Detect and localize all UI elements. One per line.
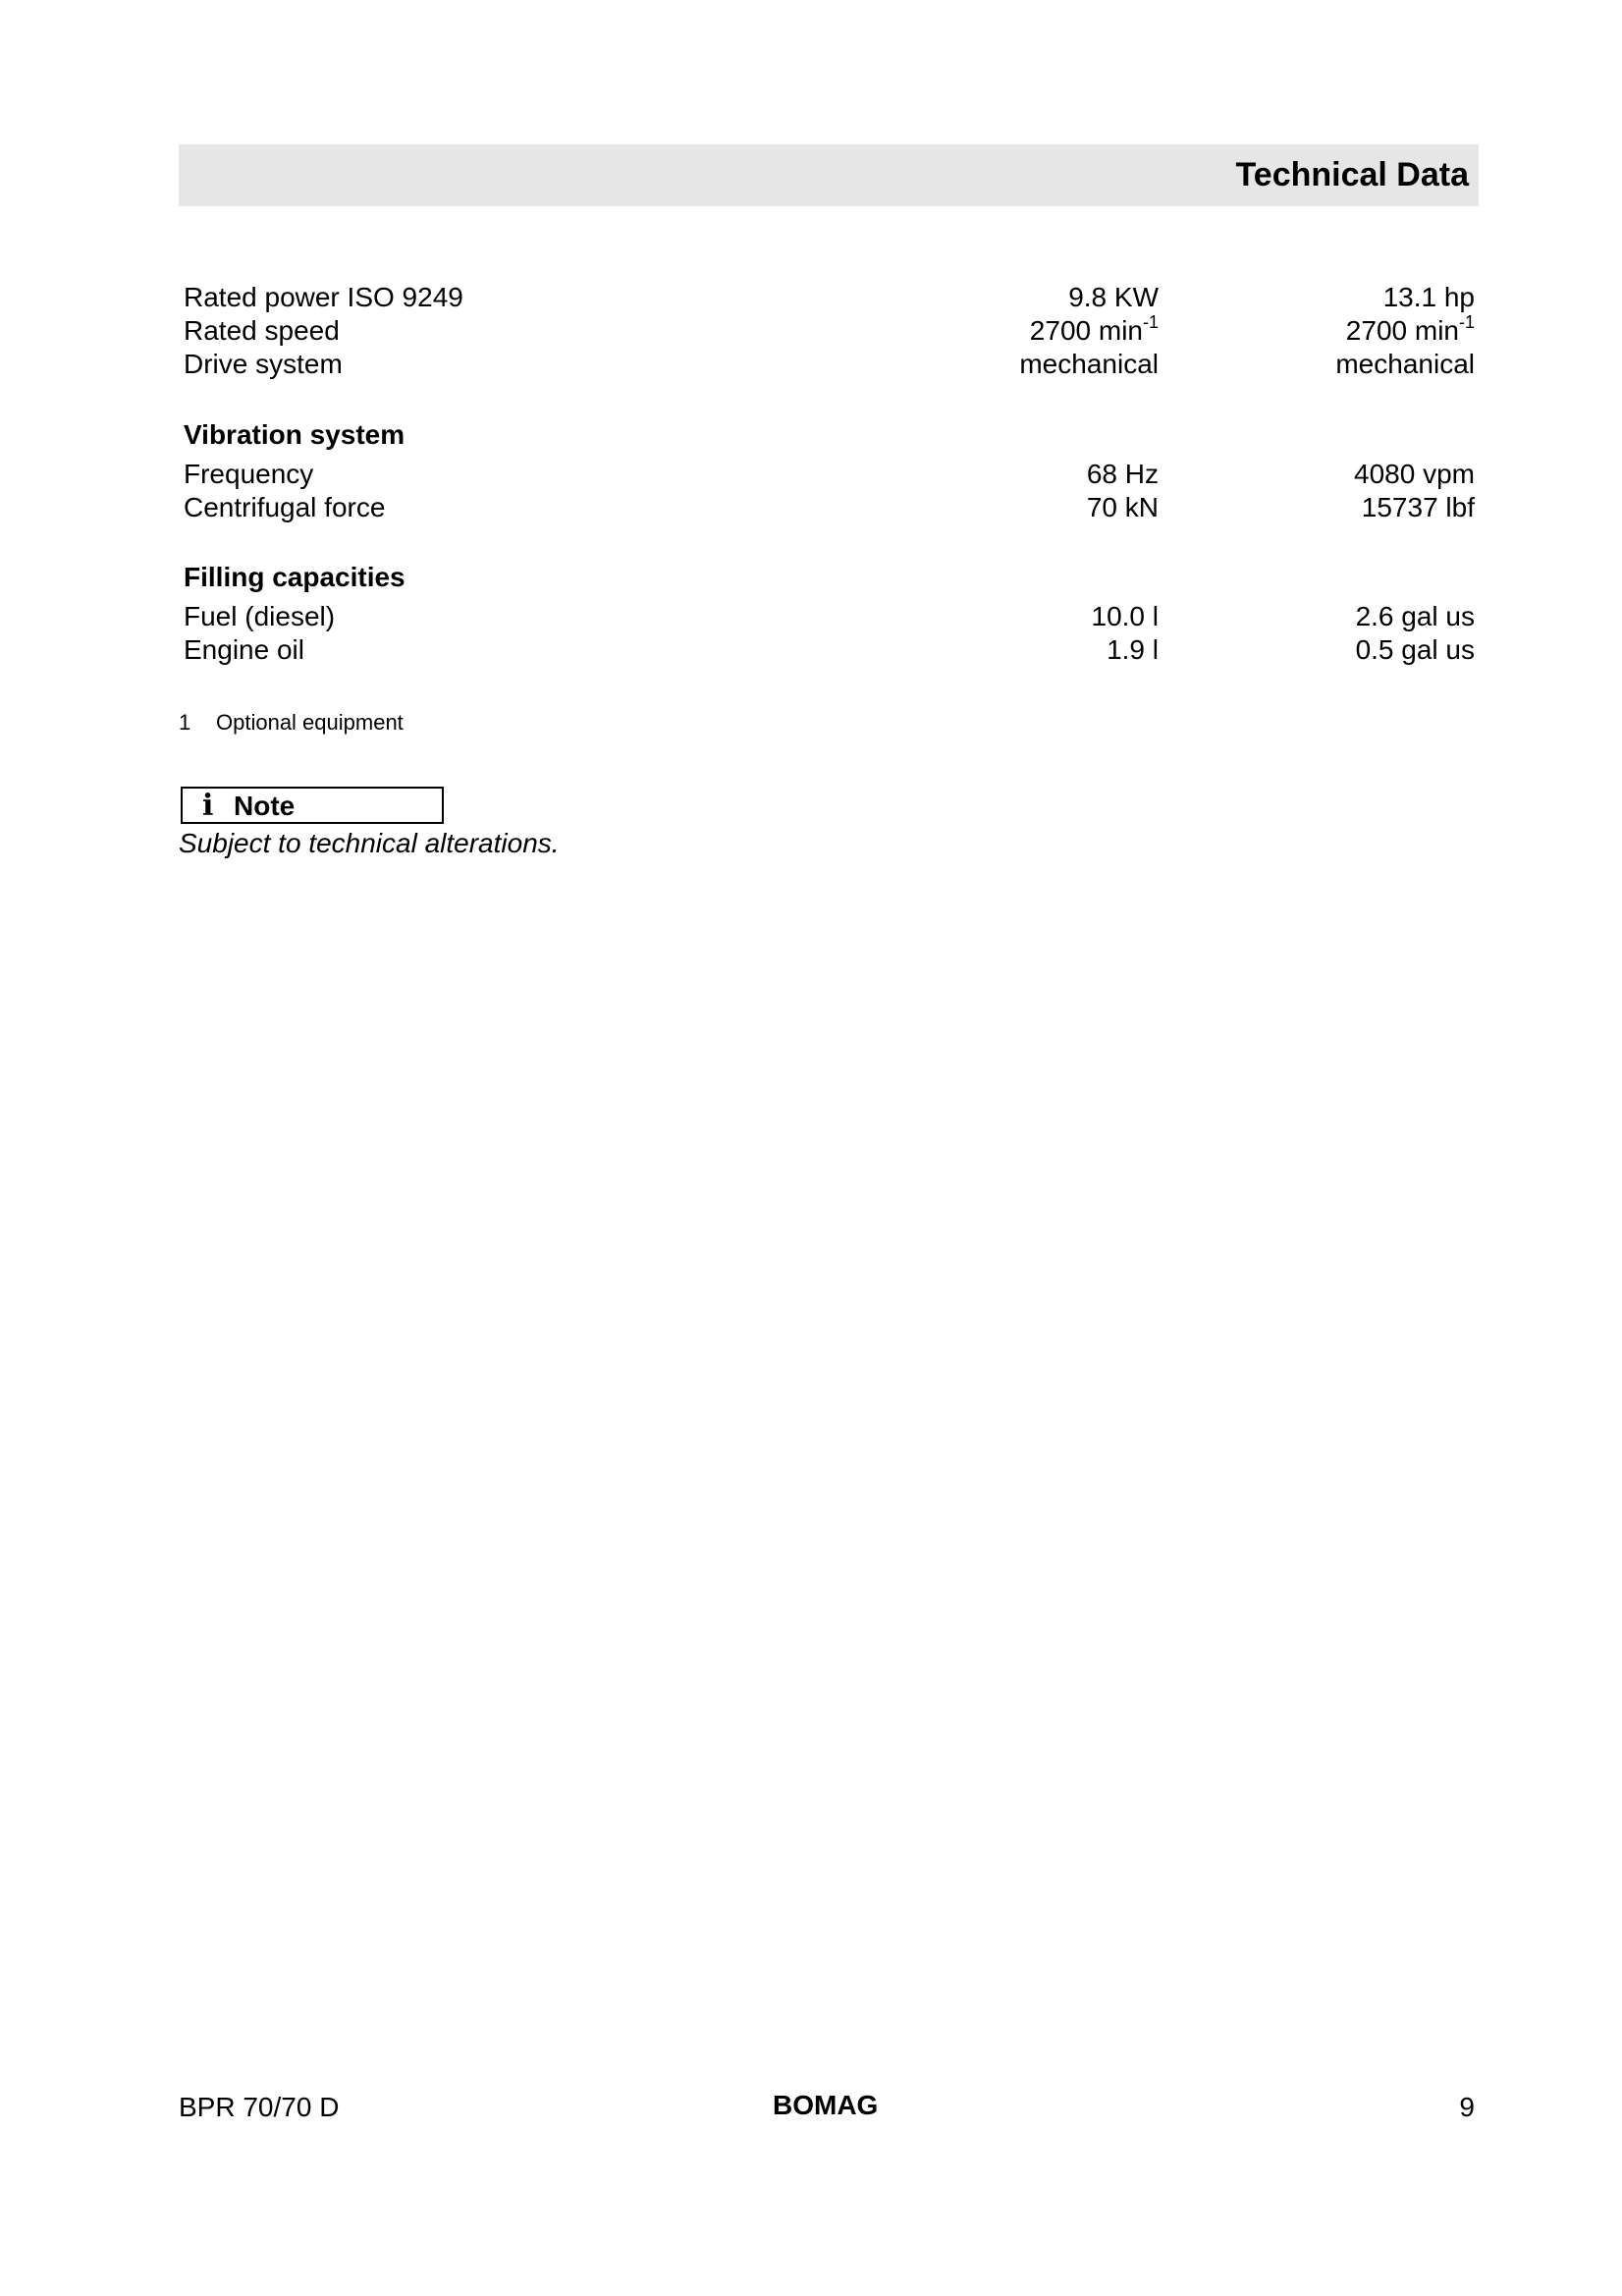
spec-label: Fuel (diesel) xyxy=(184,601,336,631)
spec-metric-value: 1.9 l xyxy=(1107,634,1159,665)
spec-row-rated-speed xyxy=(0,311,1622,348)
spec-row-centrifugal-force xyxy=(0,491,1622,524)
page-title: Technical Data xyxy=(1235,156,1469,193)
spec-imperial-value: 4080 vpm xyxy=(1354,459,1475,489)
spec-row-drive-system xyxy=(0,348,1622,381)
spec-metric-exponent: -1 xyxy=(1142,311,1159,332)
spec-metric-value: 10.0 l xyxy=(1091,601,1159,631)
spec-imperial-value xyxy=(1345,311,1475,348)
spec-label: Rated speed xyxy=(184,315,340,346)
spec-metric-text: 2700 min xyxy=(1029,315,1143,346)
section-heading-filling: Filling capacities xyxy=(184,562,406,592)
spec-label: Rated power ISO 9249 xyxy=(184,282,463,312)
note-box xyxy=(181,787,444,824)
section-heading-vibration: Vibration system xyxy=(184,419,406,450)
footnote-number: 1 xyxy=(179,710,191,735)
note-label: Note xyxy=(234,791,296,821)
spec-metric-value: 70 kN xyxy=(1086,492,1159,522)
footnote xyxy=(179,709,404,737)
spec-imperial-value: mechanical xyxy=(1335,349,1475,379)
header-band xyxy=(179,144,1479,206)
spec-label: Frequency xyxy=(184,459,314,489)
spec-imperial-text: 2700 min xyxy=(1345,315,1459,346)
footer-model: BPR 70/70 D xyxy=(179,2092,340,2122)
info-icon: i xyxy=(202,789,214,823)
spec-metric-value: 68 Hz xyxy=(1086,459,1159,489)
spec-row-frequency xyxy=(0,458,1622,491)
spec-label: Centrifugal force xyxy=(184,492,386,522)
spec-label: Drive system xyxy=(184,349,343,379)
spec-imperial-exponent: -1 xyxy=(1458,311,1475,332)
note-text: Subject to technical alterations. xyxy=(179,828,560,858)
spec-imperial-value: 13.1 hp xyxy=(1382,282,1475,312)
footnote-text: Optional equipment xyxy=(216,710,404,735)
footer-brand: BOMAG xyxy=(773,2090,879,2120)
spec-imperial-value: 2.6 gal us xyxy=(1355,601,1475,631)
spec-imperial-value: 15737 lbf xyxy=(1361,492,1475,522)
spec-row-engine-oil xyxy=(0,633,1622,667)
spec-imperial-value: 0.5 gal us xyxy=(1355,634,1475,665)
spec-row-fuel xyxy=(0,600,1622,633)
spec-metric-value xyxy=(1029,311,1159,348)
spec-metric-value: 9.8 KW xyxy=(1068,282,1159,312)
spec-metric-value: mechanical xyxy=(1019,349,1159,379)
page-number: 9 xyxy=(1459,2092,1475,2122)
spec-label: Engine oil xyxy=(184,634,304,665)
spec-row-rated-power xyxy=(0,281,1622,314)
